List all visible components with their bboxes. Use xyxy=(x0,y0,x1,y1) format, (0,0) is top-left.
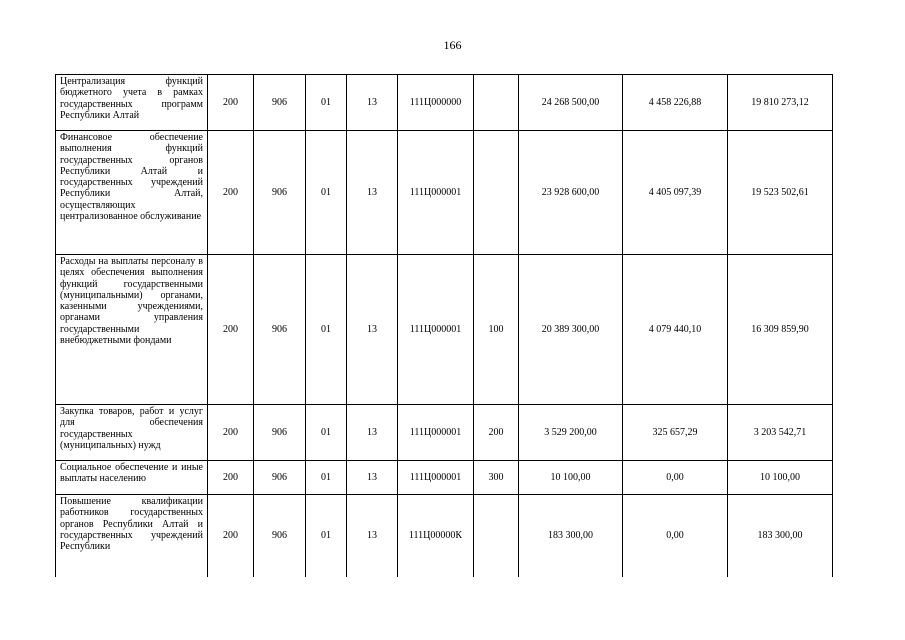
row-target: 111Ц000000 xyxy=(398,75,474,131)
row-sum-1: 3 529 200,00 xyxy=(519,405,623,461)
row-subsection: 13 xyxy=(347,255,398,405)
row-name: Централизация функций бюджетного учета в рамках государственных программ Республики Алтай xyxy=(56,75,208,131)
row-sum-2: 0,00 xyxy=(623,495,728,577)
row-sum-2: 4 458 226,88 xyxy=(623,75,728,131)
row-sum-3: 19 523 502,61 xyxy=(728,131,833,255)
row-expense-type xyxy=(474,495,519,577)
row-expense-type: 100 xyxy=(474,255,519,405)
row-target: 111Ц00000К xyxy=(398,495,474,577)
row-section: 01 xyxy=(306,131,347,255)
row-subsection: 13 xyxy=(347,131,398,255)
row-code: 200 xyxy=(208,75,254,131)
table-row xyxy=(56,75,833,131)
row-section: 01 xyxy=(306,75,347,131)
row-section: 01 xyxy=(306,255,347,405)
row-sum-2: 4 405 097,39 xyxy=(623,131,728,255)
row-ministry: 906 xyxy=(254,75,306,131)
row-section: 01 xyxy=(306,495,347,577)
row-section: 01 xyxy=(306,405,347,461)
row-expense-type xyxy=(474,131,519,255)
row-target: 111Ц000001 xyxy=(398,405,474,461)
row-sum-3: 16 309 859,90 xyxy=(728,255,833,405)
row-name: Закупка товаров, работ и услуг для обеспечения государственных (муниципальных) нужд xyxy=(56,405,208,461)
row-sum-1: 23 928 600,00 xyxy=(519,131,623,255)
row-code: 200 xyxy=(208,255,254,405)
row-name: Социальное обеспечение и иные выплаты населению xyxy=(56,461,208,495)
row-sum-1: 10 100,00 xyxy=(519,461,623,495)
table-row xyxy=(56,461,833,495)
row-ministry: 906 xyxy=(254,495,306,577)
row-name: Финансовое обеспечение выполнения функций государственных органов Республики Алтай и государственных учреждений Республики Алтай, осуществляющих централизованное обслуживание xyxy=(56,131,208,255)
row-expense-type: 300 xyxy=(474,461,519,495)
row-sum-3: 10 100,00 xyxy=(728,461,833,495)
row-ministry: 906 xyxy=(254,131,306,255)
row-code: 200 xyxy=(208,131,254,255)
row-sum-1: 24 268 500,00 xyxy=(519,75,623,131)
row-target: 111Ц000001 xyxy=(398,461,474,495)
row-expense-type: 200 xyxy=(474,405,519,461)
row-name: Повышение квалификации работников государственных органов Республики Алтай и государственных учреждений Республики xyxy=(56,495,208,577)
row-subsection: 13 xyxy=(347,405,398,461)
row-ministry: 906 xyxy=(254,255,306,405)
row-target: 111Ц000001 xyxy=(398,255,474,405)
row-code: 200 xyxy=(208,461,254,495)
table-row xyxy=(56,255,833,405)
row-sum-2: 0,00 xyxy=(623,461,728,495)
row-sum-1: 183 300,00 xyxy=(519,495,623,577)
budget-table xyxy=(55,74,833,577)
row-subsection: 13 xyxy=(347,461,398,495)
row-sum-3: 183 300,00 xyxy=(728,495,833,577)
table-row xyxy=(56,405,833,461)
row-subsection: 13 xyxy=(347,495,398,577)
row-section: 01 xyxy=(306,461,347,495)
row-sum-2: 4 079 440,10 xyxy=(623,255,728,405)
row-sum-1: 20 389 300,00 xyxy=(519,255,623,405)
table-row xyxy=(56,131,833,255)
row-subsection: 13 xyxy=(347,75,398,131)
row-name: Расходы на выплаты персоналу в целях обеспечения выполнения функций государственными (муниципальными) органами, казенными учреждениями, органами управления государственными внебюджетными фондами xyxy=(56,255,208,405)
row-expense-type xyxy=(474,75,519,131)
row-code: 200 xyxy=(208,405,254,461)
row-sum-3: 3 203 542,71 xyxy=(728,405,833,461)
row-ministry: 906 xyxy=(254,461,306,495)
row-target: 111Ц000001 xyxy=(398,131,474,255)
row-code: 200 xyxy=(208,495,254,577)
row-sum-3: 19 810 273,12 xyxy=(728,75,833,131)
page-number: 166 xyxy=(443,38,462,52)
row-sum-2: 325 657,29 xyxy=(623,405,728,461)
table-row xyxy=(56,495,833,577)
row-ministry: 906 xyxy=(254,405,306,461)
